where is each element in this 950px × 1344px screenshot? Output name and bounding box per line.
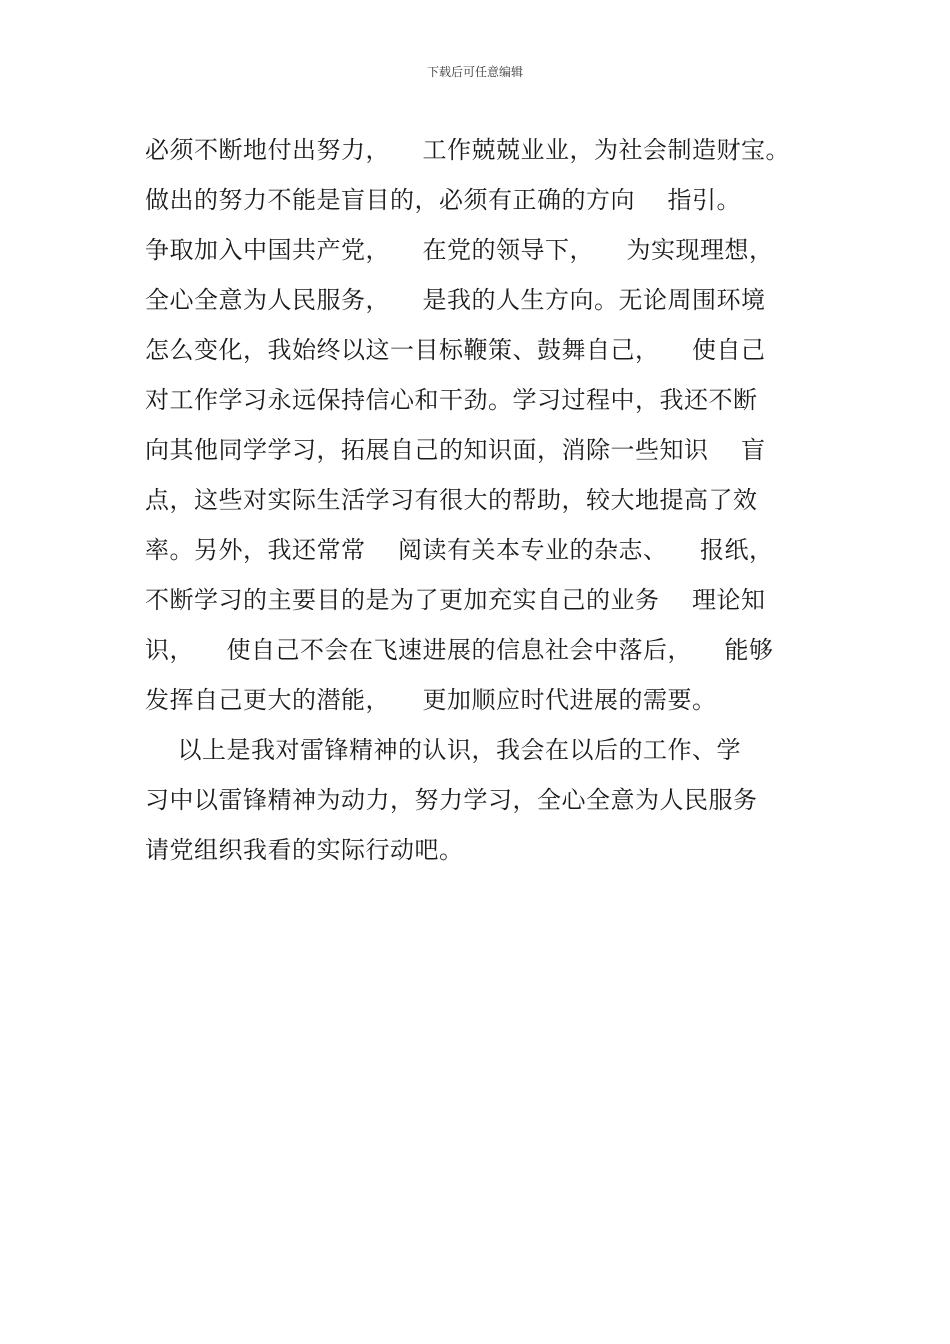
text-line: 全心全意为人民服务， 是我的人生方向。无论周围环境 xyxy=(145,286,766,314)
document-body xyxy=(145,130,845,880)
page-header: 下载后可任意编辑 xyxy=(426,65,523,79)
text-line: 率。另外，我还常常 阅读有关本专业的杂志、 报纸， xyxy=(145,536,774,564)
text-line: 习中以雷锋精神为动力，努力学习，全心全意为人民服务 xyxy=(145,786,758,814)
paragraph-first-line: 以上是我对雷锋精神的认识，我会在以后的工作、学 xyxy=(145,736,742,764)
text-line: 发挥自己更大的潜能， 更加顺应时代进展的需要。 xyxy=(145,686,717,714)
text-line: 识， 使自己不会在飞速进展的信息社会中落后， 能够 xyxy=(145,636,774,664)
text-line: 必须不断地付出努力， 工作兢兢业业，为社会制造财宝。 xyxy=(145,136,791,164)
text-line: 对工作学习永远保持信心和干劲。学习过程中，我还不断 xyxy=(145,386,758,414)
text-line: 争取加入中国共产党， 在党的领导下， 为实现理想， xyxy=(145,236,774,264)
text-line: 请党组织我看的实际行动吧。 xyxy=(145,836,464,864)
text-line: 不断学习的主要目的是为了更加充实自己的业务 理论知 xyxy=(145,586,766,614)
text-line: 向其他同学学习，拓展自己的知识面，消除一些知识 盲 xyxy=(145,436,766,464)
text-line: 做出的努力不能是盲目的，必须有正确的方向 指引。 xyxy=(145,186,742,214)
text-line: 怎么变化，我始终以这一目标鞭策、鼓舞自己， 使自己 xyxy=(145,336,766,364)
text-line: 点，这些对实际生活学习有很大的帮助，较大地提高了效 xyxy=(145,486,758,514)
